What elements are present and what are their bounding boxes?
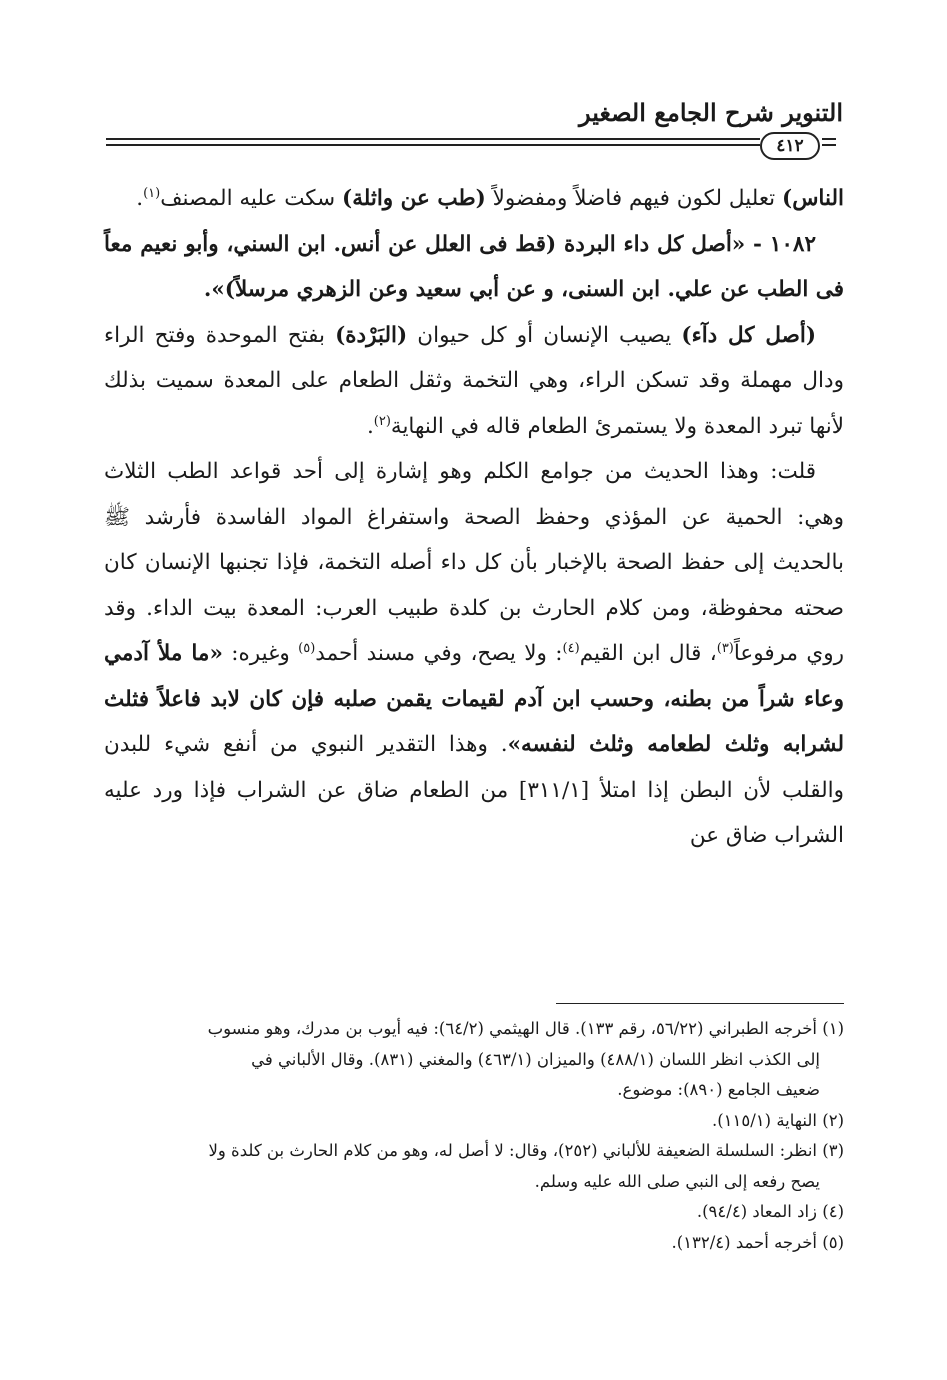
p1-bold-1: الناس)	[782, 186, 844, 211]
p3-end: .	[366, 413, 374, 439]
p1-text-2: سكت عليه المصنف	[160, 186, 343, 211]
p3-text-1: يصيب الإنسان أو كل حيوان	[407, 322, 682, 348]
p3-bold-1: (أصل كل دآء)	[681, 322, 817, 348]
p1-bold-2: (طب عن واثلة)	[342, 186, 486, 211]
footnotes	[104, 1014, 844, 1258]
footnote-1	[104, 1014, 844, 1106]
header-rule-tail	[822, 138, 836, 146]
footnote-4-line-1: (٤) زاد المعاد (٩٤/٤).	[696, 1202, 844, 1221]
hadith-1082: ١٠٨٢ - «أصل كل داء البردة (قط فى العلل عن أنس. ابن السني، وأبو نعيم معاً فى الطب عن علي. ابن السنى، و عن أبي سعيد وعن الزهري مرسلاً)».	[104, 231, 844, 302]
p4-text-4: وغيره:	[222, 641, 299, 666]
footnote-1-line-1: (١) أخرجه الطبراني (٥٦/٢٢، رقم ١٣٣). قال الهيثمي (٦٤/٢): فيه أيوب بن مدرك، وهو منسوب	[207, 1019, 844, 1038]
footnote-ref-3: (٣)	[716, 640, 734, 656]
footnote-2	[104, 1106, 844, 1137]
p4-text-2: ، قال ابن القيم	[579, 641, 717, 666]
header-double-rule	[106, 138, 726, 146]
paragraph-4	[104, 449, 844, 859]
header-rule-segment	[726, 138, 760, 146]
footnote-3	[104, 1136, 844, 1197]
paragraph-2-hadith	[104, 222, 844, 313]
page-number-badge: ٤١٢	[760, 132, 820, 160]
footnote-5	[104, 1228, 844, 1259]
p4-bold-hadith: «ما ملأ آدمي وعاء شراً من بطنه، وحسب ابن آدم لقيمات يقمن صلبه فإن كان لابد فاعلاً فثلث لشرابه وثلث لطعامه وثلث لنفسه»	[104, 641, 844, 757]
p1-text-1: تعليل لكون فيهم فاضلاً ومفضولاً	[485, 186, 783, 211]
p4-text-3: : ولا يصح، وفي مسند أحمد	[315, 641, 563, 666]
footnote-ref-1: (١)	[143, 185, 161, 201]
footnote-2-line-1: (٢) النهاية (١١٥/١).	[711, 1110, 844, 1130]
footnote-3-line-2: يصح رفعه إلى النبي صلى الله عليه وسلم.	[534, 1171, 820, 1191]
footnote-1-line-3: ضعيف الجامع (٨٩٠): موضوع.	[617, 1080, 820, 1099]
p4-text-5: . وهذا التقدير النبوي من أنفع شيء للبدن والقلب لأن البطن إذا امتلأ [٣١١/١] من الطعام ضاق عن الشراب فإذا ورد عليه الشراب ضاق عن	[104, 732, 845, 848]
footnote-1-line-2: إلى الكذب انظر اللسان (٤٨٨/١) والميزان (٤٦٣/١) والمغني (٨٣١). وقال الألباني في	[251, 1049, 820, 1069]
paragraph-3	[104, 313, 844, 450]
p1-end: .	[136, 186, 144, 211]
paragraph-1	[104, 176, 844, 222]
running-header-title: التنوير شرح الجامع الصغير	[579, 98, 843, 127]
footnote-3-line-1: (٣) انظر: السلسلة الضعيفة للألباني (٢٥٢)، وقال: لا أصل له، وهو من كلام الحارث بن كلدة ولا	[208, 1141, 844, 1160]
footnote-4	[104, 1197, 844, 1228]
footnote-ref-4: (٤)	[562, 640, 580, 656]
main-text	[104, 176, 844, 859]
p4-text-1: قلت: وهذا الحديث من جوامع الكلم وهو إشارة إلى أحد قواعد الطب الثلاث وهي: الحمية عن المؤذي وحفظ الصحة واستفراغ المواد الفاسدة فأرشد ﷺ بالحديث إلى حفظ الصحة بالإخبار بأن كل داء أصله التخمة، فإذا تجنبها الإنسان كان صحته محفوظة، ومن كلام الحارث بن كلدة طبيب العرب: المعدة بيت الداء. وقد روي مرفوعاً	[104, 459, 844, 666]
footnote-separator	[556, 1003, 844, 1004]
footnote-ref-5: (٥)	[298, 640, 316, 656]
footnote-ref-2: (٢)	[373, 413, 391, 429]
p3-bold-2: (البَرْدة)	[335, 322, 408, 348]
footnote-5-line-1: (٥) أخرجه أحمد (١٣٢/٤).	[671, 1232, 844, 1252]
p3-text-2: بفتح الموحدة وفتح الراء ودال مهملة وقد تسكن الراء، وهي التخمة وثقل الطعام على المعدة سميت بذلك لأنها تبرد المعدة ولا يستمرئ الطعام قاله في النهاية	[104, 322, 844, 439]
